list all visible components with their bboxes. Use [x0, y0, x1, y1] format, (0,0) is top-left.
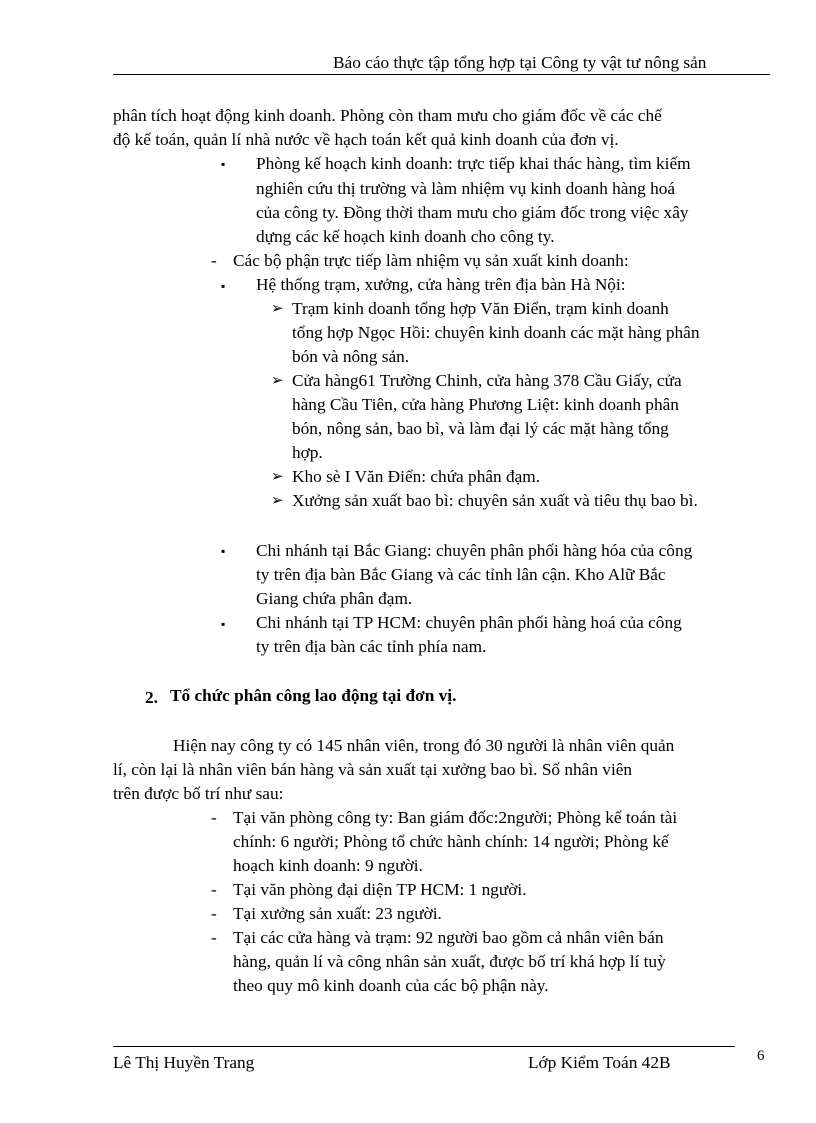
- body-line: trên được bố trí như sau:: [113, 784, 284, 803]
- body-line: ty trên địa bàn các tỉnh phía nam.: [256, 637, 487, 656]
- body-line: lí, còn lại là nhân viên bán hàng và sản xuất tại xưởng bao bì. Số nhân viên: [113, 760, 633, 779]
- body-line: theo quy mô kinh doanh của các bộ phận này.: [233, 976, 549, 995]
- dash-bullet: -: [211, 251, 217, 270]
- body-line: Các bộ phận trực tiếp làm nhiệm vụ sản xuất kinh doanh:: [233, 251, 629, 270]
- body-line: Tại văn phòng công ty: Ban giám đốc:2người; Phòng kế toán tài: [233, 808, 678, 827]
- body-line: Giang chứa phân đạm.: [256, 589, 413, 608]
- body-line: tổng hợp Ngọc Hồi: chuyên kinh doanh các mặt hàng phân: [292, 323, 700, 342]
- running-header: Báo cáo thực tập tổng hợp tại Công ty vật tư nông sản: [333, 53, 707, 72]
- body-line: độ kế toán, quản lí nhà nước về hạch toán kết quả kinh doanh của đơn vị.: [113, 130, 619, 149]
- footer-rule: [113, 1046, 735, 1047]
- section-title: Tổ chức phân công lao động tại đơn vị.: [170, 686, 457, 705]
- body-line: Trạm kinh doanh tổng hợp Văn Điển, trạm kinh doanh: [292, 299, 669, 318]
- body-line: Xưởng sản xuất bao bì: chuyên sản xuất và tiêu thụ bao bì.: [292, 491, 698, 510]
- body-line: Cửa hàng61 Trường Chinh, cửa hàng 378 Cầu Giấy, cửa: [292, 371, 682, 390]
- body-line: hàng Cầu Tiên, cửa hàng Phương Liệt: kinh doanh phân: [292, 395, 679, 414]
- body-line: Tại văn phòng đại diện TP HCM: 1 người.: [233, 880, 527, 899]
- square-bullet: ▪: [221, 157, 226, 171]
- body-line: ty trên địa bàn Bắc Giang và các tỉnh lân cận. Kho Alữ Bắc: [256, 565, 666, 584]
- body-line: hợp.: [292, 443, 323, 462]
- body-line: bón và nông sản.: [292, 347, 410, 366]
- body-line: Hệ thống trạm, xưởng, cửa hàng trên địa bàn Hà Nội:: [256, 275, 626, 294]
- body-line: Chi nhánh tại Bắc Giang: chuyên phân phối hàng hóa của công: [256, 541, 693, 560]
- body-line: của công ty. Đồng thời tham mưu cho giám đốc trong việc xây: [256, 203, 689, 222]
- body-line: bón, nông sản, bao bì, và làm đại lý các mặt hàng tổng: [292, 419, 669, 438]
- header-rule: [113, 74, 770, 75]
- square-bullet: ▪: [221, 617, 226, 631]
- body-line: Chi nhánh tại TP HCM: chuyên phân phối hàng hoá của công: [256, 613, 682, 632]
- body-line: dựng các kế hoạch kinh doanh cho công ty.: [256, 227, 555, 246]
- page-number: 6: [757, 1048, 765, 1064]
- arrow-bullet: ➢: [271, 373, 284, 389]
- dash-bullet: -: [211, 904, 217, 923]
- body-line: nghiên cứu thị trường và làm nhiệm vụ kinh doanh hàng hoá: [256, 179, 676, 198]
- square-bullet: ▪: [221, 279, 226, 293]
- dash-bullet: -: [211, 808, 217, 827]
- arrow-bullet: ➢: [271, 301, 284, 317]
- dash-bullet: -: [211, 880, 217, 899]
- body-line: Kho sè I Văn Điển: chứa phân đạm.: [292, 467, 541, 486]
- body-line: Tại các cửa hàng và trạm: 92 người bao gồm cả nhân viên bán: [233, 928, 664, 947]
- section-number: 2.: [145, 688, 158, 707]
- body-line: chính: 6 người; Phòng tổ chức hành chính: 14 người; Phòng kế: [233, 832, 669, 851]
- square-bullet: ▪: [221, 544, 226, 558]
- arrow-bullet: ➢: [271, 469, 284, 485]
- footer-author: Lê Thị Huyền Trang: [113, 1053, 255, 1072]
- body-line: phân tích hoạt động kinh doanh. Phòng còn tham mưu cho giám đốc về các chế: [113, 106, 662, 125]
- body-line: hoạch kinh doanh: 9 người.: [233, 856, 423, 875]
- body-line: Tại xưởng sản xuất: 23 người.: [233, 904, 442, 923]
- arrow-bullet: ➢: [271, 493, 284, 509]
- footer-class: Lớp Kiểm Toán 42B: [528, 1053, 671, 1072]
- body-line: Hiện nay công ty có 145 nhân viên, trong đó 30 người là nhân viên quản: [173, 736, 675, 755]
- body-line: hàng, quản lí và công nhân sản xuất, được bố trí khá hợp lí tuỳ: [233, 952, 666, 971]
- dash-bullet: -: [211, 928, 217, 947]
- body-line: Phòng kế hoạch kinh doanh: trực tiếp khai thác hàng, tìm kiếm: [256, 154, 691, 173]
